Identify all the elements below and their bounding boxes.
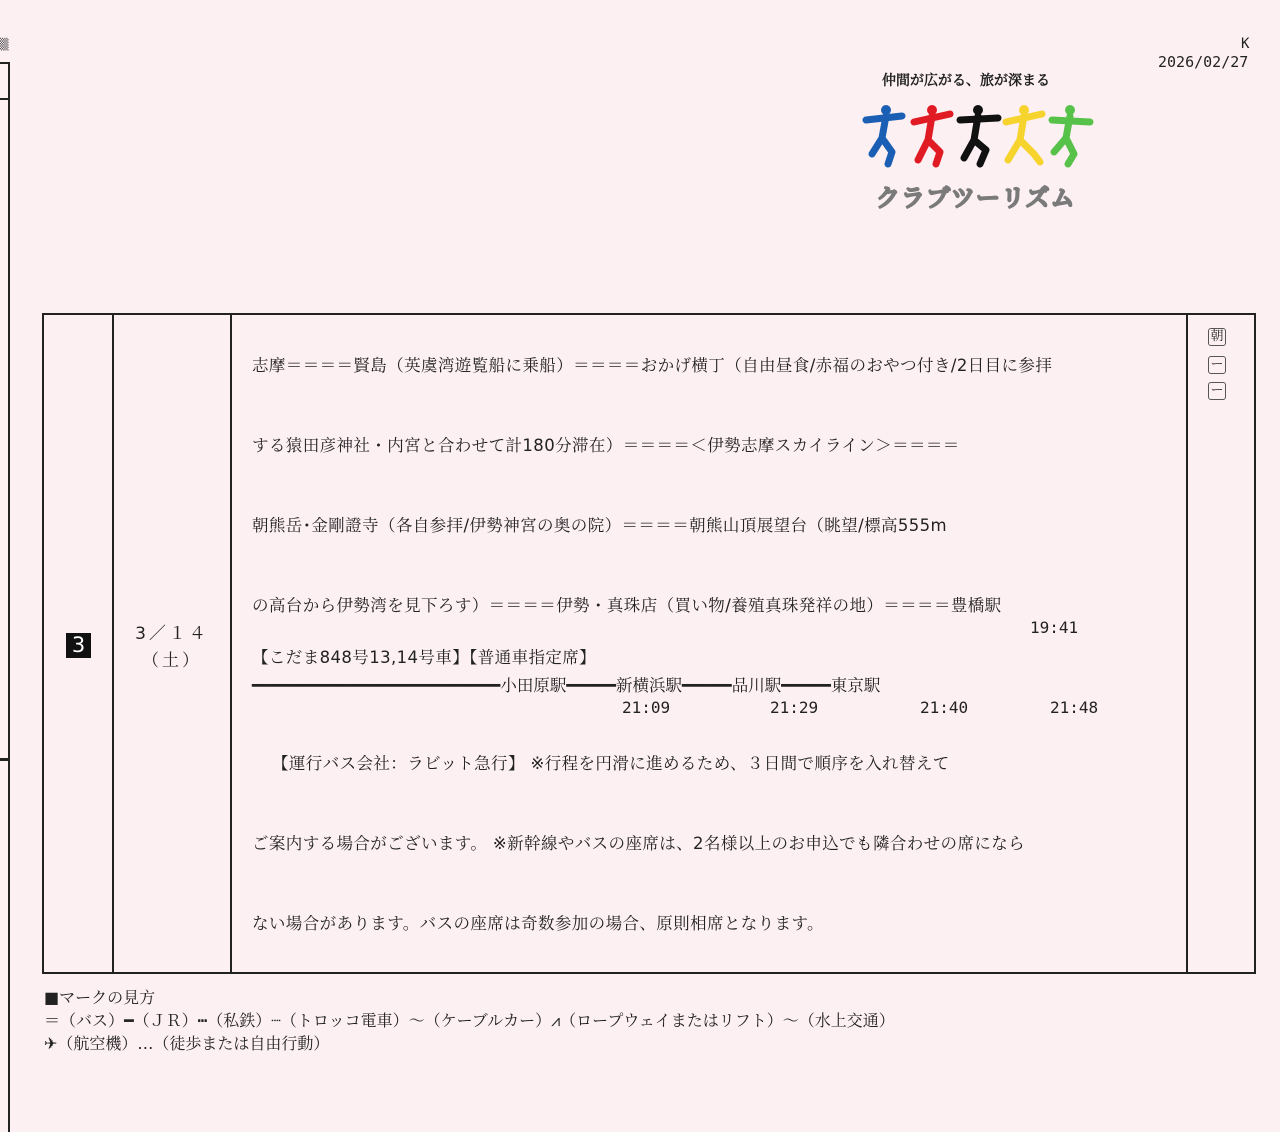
day-column xyxy=(44,315,114,972)
weekday: （土） xyxy=(142,651,202,671)
time-shinagawa: 21:40 xyxy=(920,698,969,717)
rail-segment: ━━━━━ xyxy=(781,676,831,695)
scan-marker: ▒ xyxy=(0,38,9,51)
rail-segment: ━━━━━ xyxy=(566,676,617,695)
meal-lunch: ー xyxy=(1208,356,1226,374)
dancing-figures-icon xyxy=(862,102,1096,172)
note-line-2: ご案内する場合がございます。 ※新幹線やバスの座席は、2名様以上のお申込でも隣合わせの席になら xyxy=(252,834,1026,853)
note-line-3: ない場合があります。バスの座席は奇数参加の場合、原則相席となります。 xyxy=(252,914,824,933)
schedule-line-1: 志摩＝＝＝＝賢島（英虞湾遊覧船に乗船）＝＝＝＝おかげ横丁（自由昼食/赤福のおやつ付き/2日目に参拝 xyxy=(252,356,1053,375)
station-shinagawa: 品川駅 xyxy=(731,676,782,695)
legend-title: ■マークの見方 xyxy=(44,988,156,1007)
legend-line-2: ✈（航空機）…（徒歩または自由行動） xyxy=(44,1034,330,1053)
shinkansen-route xyxy=(252,672,880,696)
time-tokyo: 21:48 xyxy=(1050,698,1099,717)
club-tourism-logo xyxy=(862,68,1096,212)
schedule-line-4: の高台から伊勢湾を見下ろす）＝＝＝＝伊勢・真珠店（買い物/養殖真珠発祥の地）＝＝＝＝豊橋駅 xyxy=(252,596,1002,615)
schedule-column xyxy=(232,315,1188,972)
itinerary-table xyxy=(42,313,1256,974)
left-edge-tick xyxy=(0,758,10,761)
legend-line-1: ＝（バス）━（ＪＲ）┅（私鉄）┈（トロッコ電車）〜（ケーブルカー）⩘（ロープウェイまたはリフト）〜（水上交通） xyxy=(44,1011,895,1030)
meal-column xyxy=(1188,315,1254,972)
train-label: 【こだま848号13,14号車】【普通車指定席】 xyxy=(252,648,597,667)
left-edge-cap xyxy=(0,62,10,100)
day-number-badge: 3 xyxy=(66,633,91,658)
note-line-1: 【運行バス会社：ラビット急行】 ※行程を円滑に進めるため、３日間で順序を入れ替えて xyxy=(272,754,950,773)
logo-tagline: 仲間が広がる、旅が深まる xyxy=(882,73,1050,89)
schedule-line-3: 朝熊岳･金剛證寺（各自参拝/伊勢神宮の奥の院）＝＝＝＝朝熊山頂展望台（眺望/標高555m xyxy=(252,516,948,535)
page-code: K xyxy=(1241,36,1250,52)
meal-dinner: ー xyxy=(1208,382,1226,400)
print-date: 2026/02/27 xyxy=(1158,53,1249,71)
time-odawara: 21:09 xyxy=(622,698,671,717)
time-shin-yokohama: 21:29 xyxy=(770,698,819,717)
logo-brand: クラブツーリズム xyxy=(876,184,1076,212)
left-edge-rule xyxy=(0,62,10,1132)
toyohashi-time: 19:41 xyxy=(1030,618,1079,637)
station-tokyo: 東京駅 xyxy=(830,676,881,695)
rail-segment: ━━━━━━━━━━━━━━━━━━━━━━━━━ xyxy=(252,676,501,695)
station-shin-yokohama: 新横浜駅 xyxy=(616,676,683,695)
rail-segment: ━━━━━ xyxy=(682,676,732,695)
meal-breakfast: 朝 xyxy=(1208,328,1226,346)
date: 3／１４ xyxy=(135,624,209,644)
station-odawara: 小田原駅 xyxy=(500,676,567,695)
date-cell xyxy=(114,621,230,675)
schedule-line-2: する猿田彦神社・内宮と合わせて計180分滞在）＝＝＝＝＜伊勢志摩スカイライン＞＝＝＝＝ xyxy=(252,436,960,455)
mark-legend xyxy=(44,986,895,1055)
date-column xyxy=(114,315,232,972)
